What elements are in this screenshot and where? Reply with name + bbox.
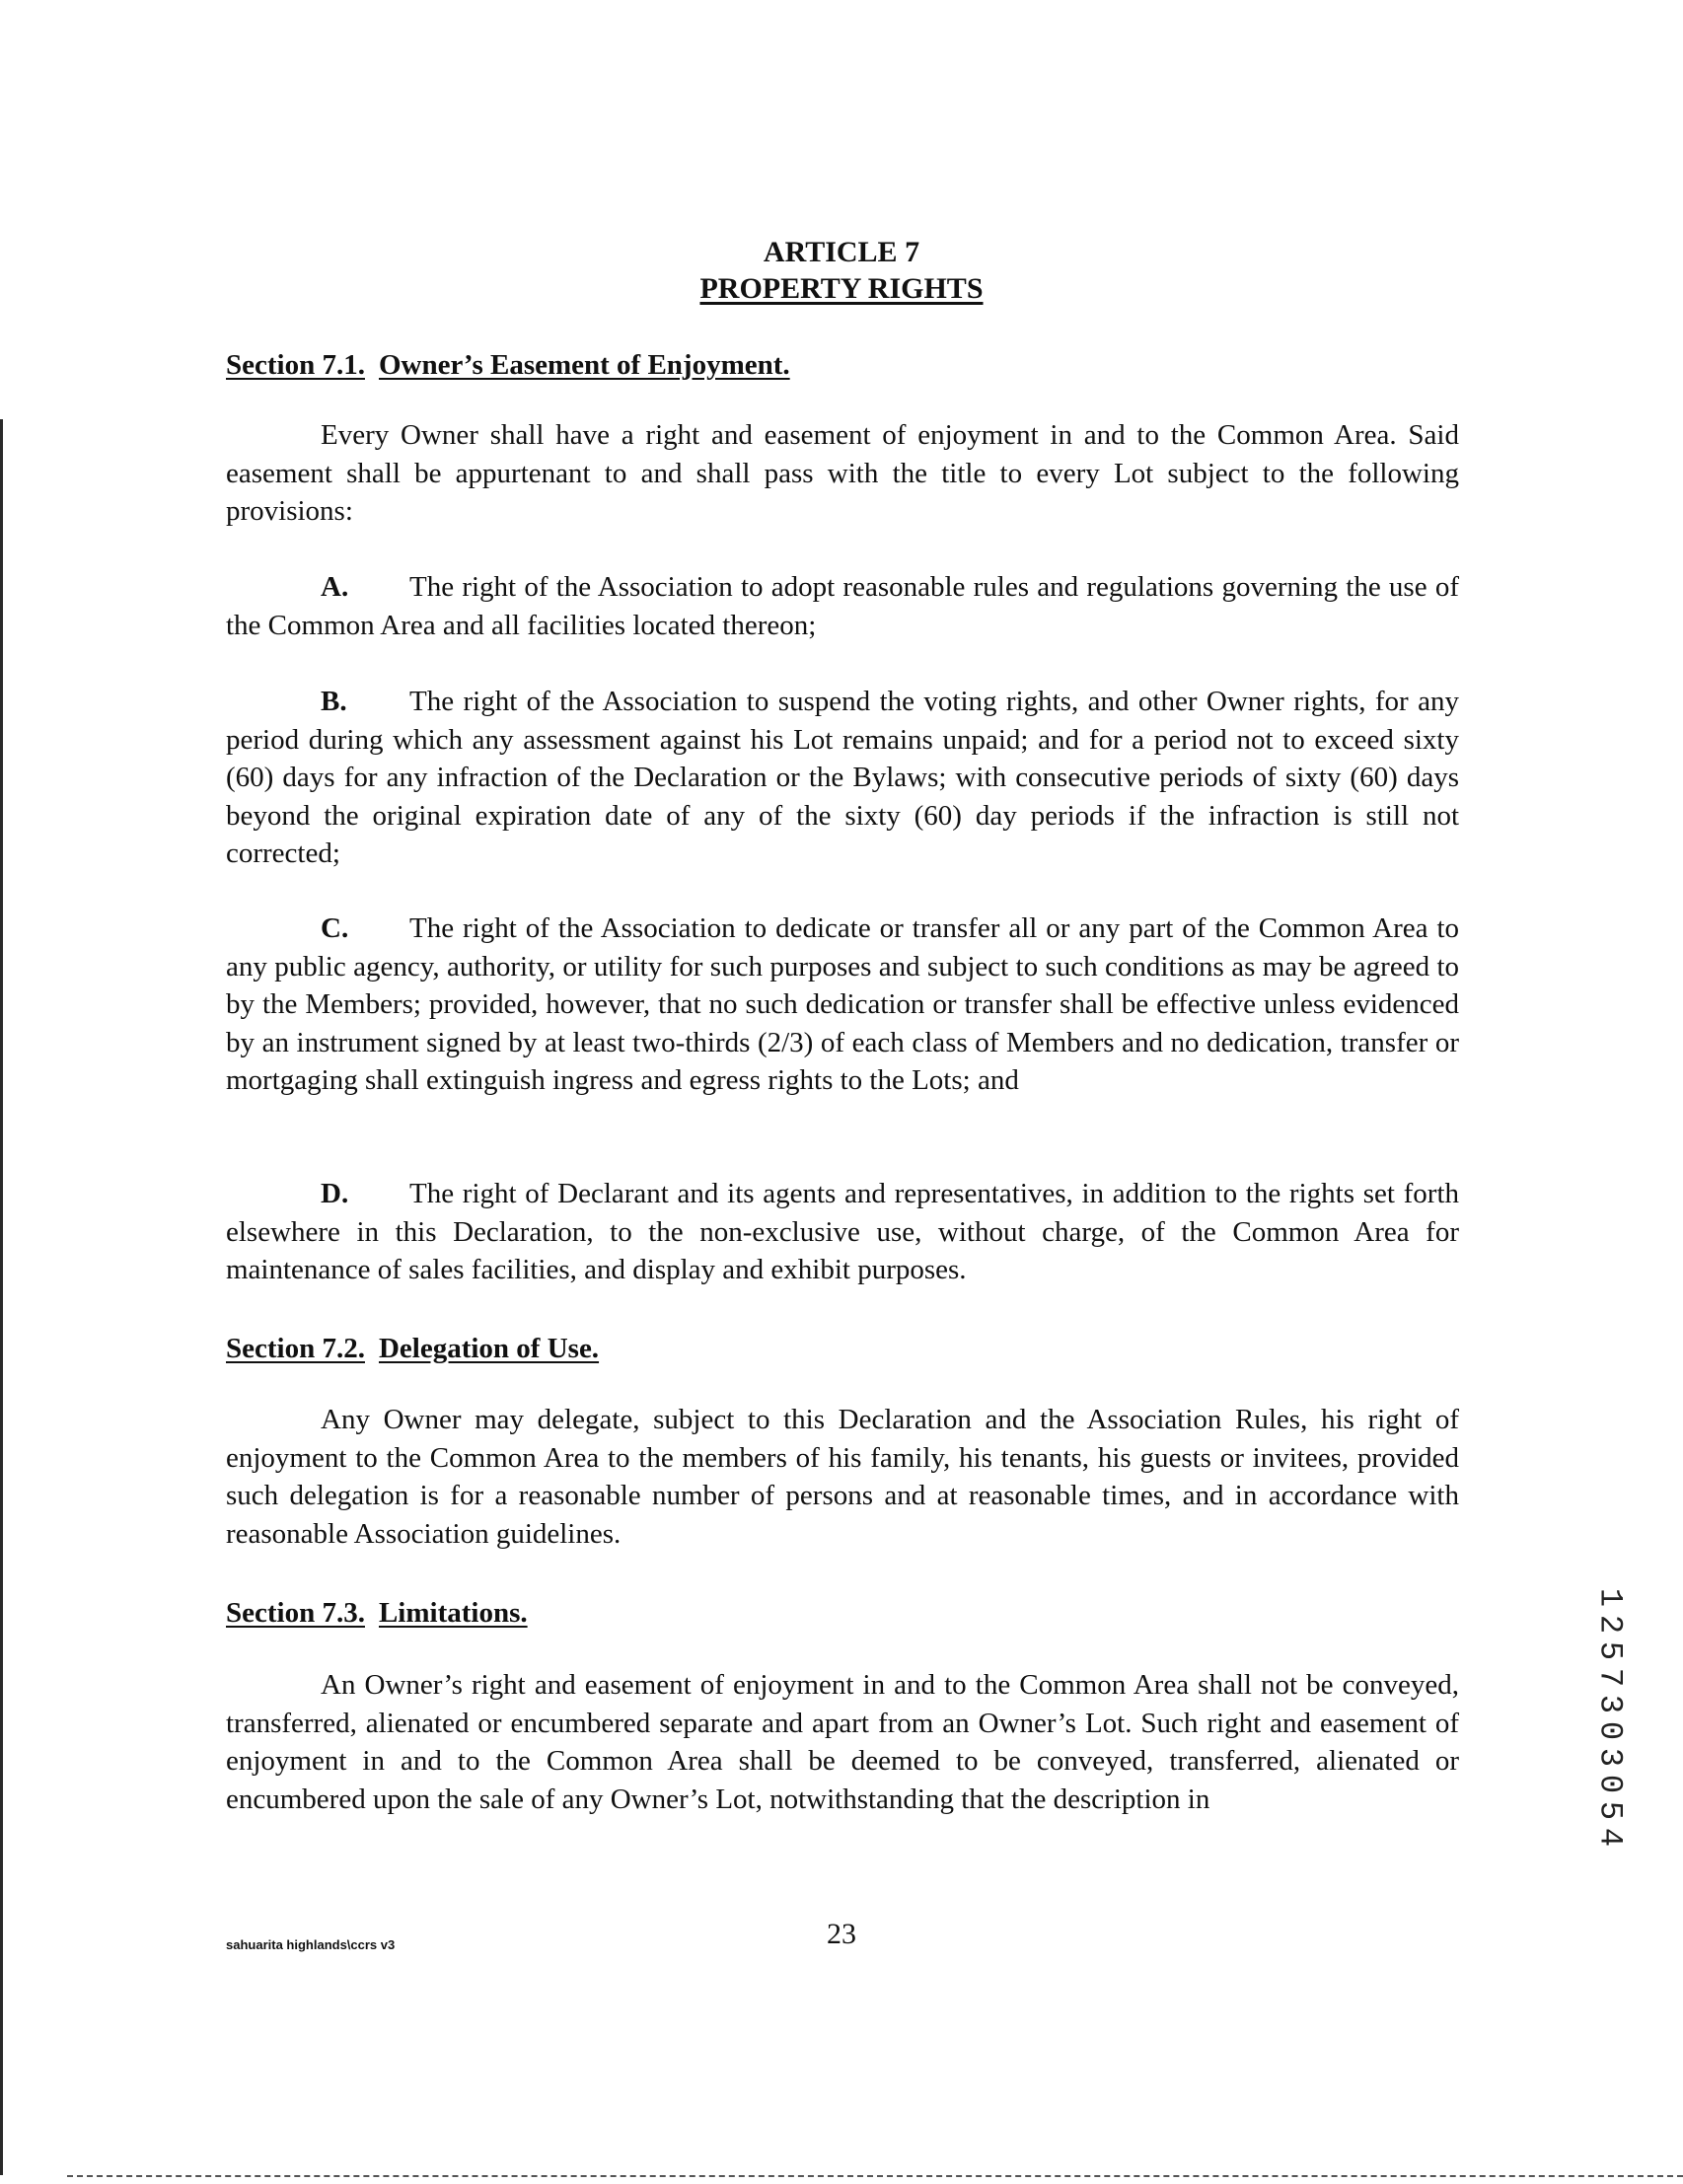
provision-d-letter: D. (321, 1178, 349, 1209)
provision-c-text: The right of the Association to dedicate or transfer all or any part of the Common Area to any public agency, authority, or utility for such purposes and subject to such conditions as may be agreed to by the Members; provided, however, that no such dedication or transfer shall be effective unless evidenced by an instrument signed by at least two-thirds (2/3) of each class of Members and no dedication, transfer or mortgaging shall extinguish ingress and egress rights to the Lots; and (226, 912, 1459, 1096)
section-7-1-intro: Every Owner shall have a right and easement of enjoyment in and to the Common Area. Said easement shall be appurtenant to and shall pass with the title to every Lot subject to the following provisions: (226, 419, 1459, 527)
stamp-digit: 7 (1591, 1667, 1629, 1688)
stamp-digit: 1 (1591, 1587, 1629, 1608)
section-7-2-heading (226, 1331, 599, 1366)
provision-c-letter: C. (321, 912, 349, 944)
stamp-digit: 0 (1591, 1774, 1629, 1794)
section-7-3-number: Section 7.3. (226, 1597, 365, 1629)
section-7-2-body: Any Owner may delegate, subject to this Declaration and the Association Rules, his right of enjoyment to the Common Area to the members of his family, his tenants, his guests or invitees, provided such delegation is for a reasonable number of persons and at reasonable times, and in accordance with reasonable Association guidelines. (226, 1404, 1459, 1550)
provision-a-letter: A. (321, 571, 349, 603)
scan-edge-bottom (67, 2175, 1683, 2177)
stamp-digit: 5 (1591, 1800, 1629, 1821)
footer-file-reference: sahuarita highlands\ccrs v3 (226, 1937, 396, 1952)
article-title (0, 271, 1683, 307)
scan-edge-left (0, 419, 3, 2175)
section-7-2-number: Section 7.2. (226, 1333, 365, 1364)
section-7-3-body: An Owner’s right and easement of enjoyment in and to the Common Area shall not be conveyed, transferred, alienated or encumbered separate and apart from an Owner’s Lot. Such right and easement of enjoyment in and to the Common Area shall be deemed to be conveyed, transferred, alienated or encumbered upon the sale of any Owner’s Lot, notwithstanding that the description in (226, 1669, 1459, 1815)
page-number: 23 (827, 1918, 856, 1950)
section-7-3-name: Limitations. (378, 1597, 528, 1629)
stamp-digit: 3 (1591, 1747, 1629, 1768)
provision-a (226, 568, 1459, 644)
stamp-digit: 2 (1591, 1614, 1629, 1635)
stamp-digit: 0 (1591, 1720, 1629, 1741)
section-7-1-number: Section 7.1. (226, 349, 365, 381)
section-7-1-name: Owner’s Easement of Enjoyment. (378, 349, 790, 381)
stamp-digit: 4 (1591, 1827, 1629, 1848)
stamp-digit: 3 (1591, 1694, 1629, 1714)
provision-c (226, 910, 1459, 1100)
provision-b-text: The right of the Association to suspend the voting rights, and other Owner rights, for any period during which any assessment against his Lot remains unpaid; and for a period not to exceed sixty (60) days for any infraction of the Declaration or the Bylaws; with consecutive periods of sixty (60) days beyond the original expiration date of any of the sixty (60) day periods if the infraction is still not corrected; (226, 686, 1459, 869)
article-title-text: PROPERTY RIGHTS (699, 272, 984, 305)
section-7-1-heading (226, 347, 790, 383)
stamp-digit: 5 (1591, 1640, 1629, 1661)
provision-b-letter: B. (321, 686, 347, 717)
provision-b (226, 683, 1459, 873)
section-7-2-name: Delegation of Use. (378, 1333, 600, 1364)
article-number: ARTICLE 7 (763, 236, 920, 268)
provision-d (226, 1175, 1459, 1289)
provision-a-text: The right of the Association to adopt reasonable rules and regulations governing the use of the Common Area and all facilities located thereon; (226, 571, 1459, 641)
recording-stamp (1590, 1584, 1630, 1851)
section-7-3-heading (226, 1595, 528, 1631)
provision-d-text: The right of Declarant and its agents and representatives, in addition to the rights set forth elsewhere in this Declaration, to the non-exclusive use, without charge, of the Common Area for maintenance of sales facilities, and display and exhibit purposes. (226, 1178, 1459, 1285)
